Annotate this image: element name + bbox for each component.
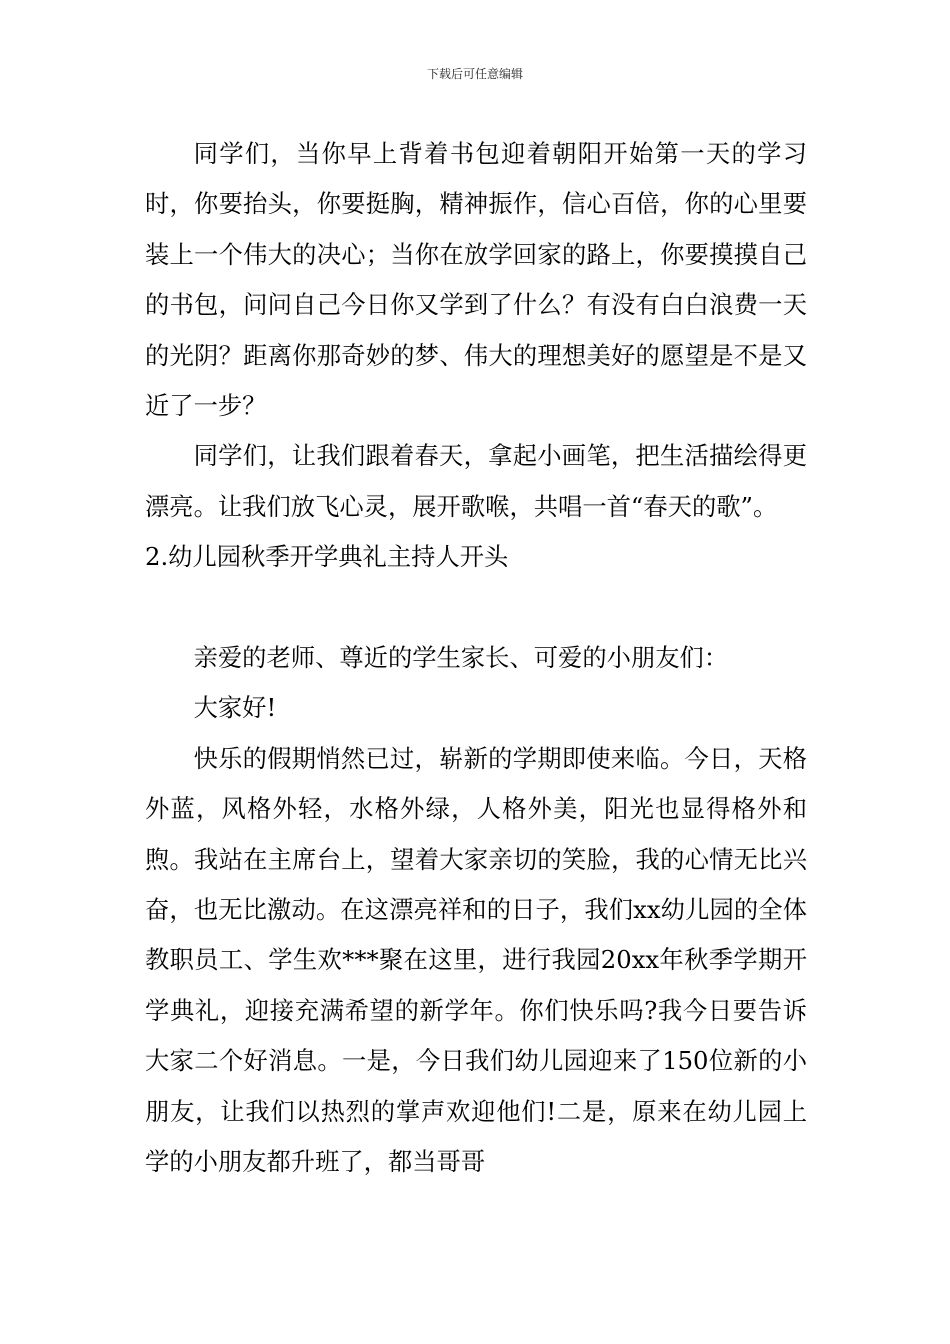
paragraph-spring: 同学们，让我们跟着春天，拿起小画笔，把生活描绘得更漂亮。让我们放飞心灵，展开歌喉，共唱一首“春天的歌”。: [145, 441, 807, 521]
section-heading: 2.幼儿园秋季开学典礼主持人开头: [145, 542, 509, 572]
greeting-line: 亲爱的老师、尊近的学生家长、可爱的小朋友们：: [193, 643, 729, 673]
document-body: [145, 129, 807, 1188]
page-header: 下载后可任意编辑: [426, 67, 523, 81]
blank-line: [145, 583, 807, 633]
paragraph-opening: 快乐的假期悄然已过，崭新的学期即使来临。今日，天格外蓝，风格外轻，水格外绿，人格外美，阳光也显得格外和煦。我站在主席台上，望着大家亲切的笑脸，我的心情无比兴奋，也无比激动。在这漂亮祥和的日子，我们xx幼儿园的全体教职员工、学生欢***聚在这里，进行我园20xx年秋季学期开学典礼，迎接充满希望的新学年。你们快乐吗?我今日要告诉大家二个好消息。一是，今日我们幼儿园迎来了150位新的小朋友，让我们以热烈的掌声欢迎他们!二是，原来在幼儿园上学的小朋友都升班了，都当哥哥: [145, 743, 807, 1177]
hello-line: 大家好!: [193, 693, 277, 723]
paragraph-study: 同学们，当你早上背着书包迎着朝阳开始第一天的学习时，你要抬头，你要挺胸，精神振作，信心百倍，你的心里要装上一个伟大的决心；当你在放学回家的路上，你要摸摸自己的书包，问问自己今日你又学到了什么？有没有白白浪费一天的光阴？距离你那奇妙的梦、伟大的理想美好的愿望是不是又近了一步？: [145, 139, 807, 421]
